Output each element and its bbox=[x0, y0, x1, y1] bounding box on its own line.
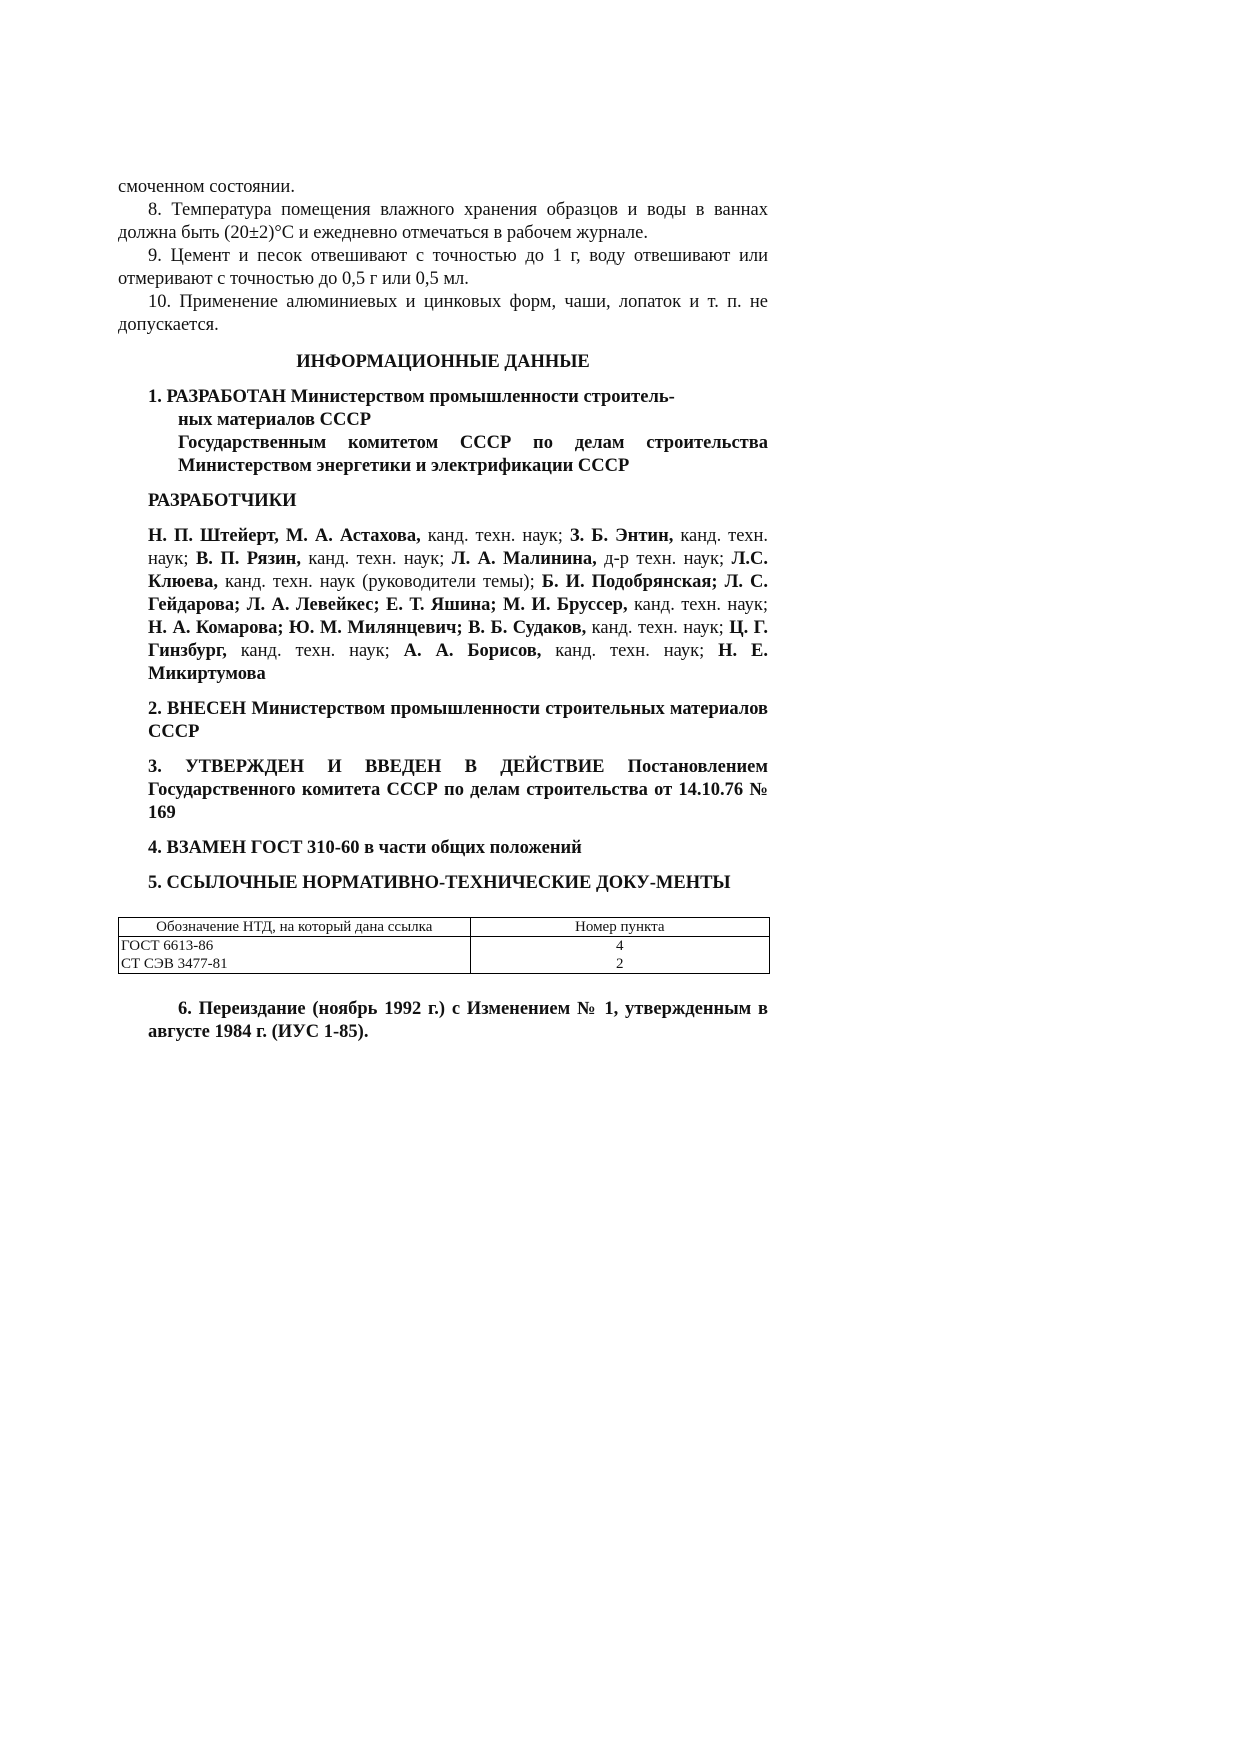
developer-title: канд. техн. наук (руководители темы); bbox=[218, 572, 542, 592]
table-cell: 4 bbox=[470, 937, 769, 956]
table-cell: СТ СЭВ 3477-81 bbox=[119, 955, 471, 974]
developer-title: канд. техн. наук; bbox=[586, 618, 730, 638]
paragraph-10: 10. Применение алюминиевых и цинковых форм, чаши, лопаток и т. п. не допускается. bbox=[118, 292, 768, 335]
developer-name: З. Б. Энтин, bbox=[569, 526, 674, 546]
references-table bbox=[118, 917, 770, 974]
paragraph-8: 8. Температура помещения влажного хранения образцов и воды в ваннах должна быть (20±2)°С и ежедневно отмечаться в рабочем журнале. bbox=[118, 200, 768, 243]
info-section bbox=[118, 386, 768, 895]
developer-name: Н. Е. Микиртумова bbox=[148, 641, 768, 684]
info-heading: ИНФОРМАЦИОННЫЕ ДАННЫЕ bbox=[296, 352, 590, 372]
item-5-references: 5. ССЫЛОЧНЫЕ НОРМАТИВНО-ТЕХНИЧЕСКИЕ ДОКУ-МЕНТЫ bbox=[148, 873, 731, 893]
developer-title: канд. техн. наук; bbox=[226, 641, 404, 661]
developer-name: Н. А. Комарова; Ю. М. Милянцевич; В. Б. Судаков, bbox=[148, 618, 587, 638]
item-1-org-2: Государственным комитетом СССР по делам строительства bbox=[178, 433, 768, 453]
developers-list bbox=[148, 525, 768, 686]
developer-name: Б. И. Подобрянская; Л. С. Гейдарова; Л. А. Левейкес; Е. Т. Яшина; М. И. Бруссер, bbox=[148, 572, 768, 615]
document-page bbox=[118, 176, 768, 1044]
item-1-line-2: ных материалов СССР bbox=[178, 410, 372, 430]
developer-title: канд. техн. наук; bbox=[420, 526, 570, 546]
paragraph-9: 9. Цемент и песок отвешивают с точностью до 1 г, воду отвешивают или отмеривают с точностью до 0,5 г или 0,5 мл. bbox=[118, 246, 768, 289]
developer-name: А. А. Борисов, bbox=[403, 641, 542, 661]
developer-name: Л.С. Клюева, bbox=[148, 549, 768, 592]
developer-title: канд. техн. наук; bbox=[300, 549, 452, 569]
item-3-approved: 3. УТВЕРЖДЕН И ВВЕДЕН В ДЕЙСТВИЕ Постановлением Государственного комитета СССР по делам строительства от 14.10.76 № 169 bbox=[148, 757, 768, 823]
item-1-line-1: 1. РАЗРАБОТАН Министерством промышленности строитель- bbox=[148, 387, 675, 407]
table-cell: ГОСТ 6613-86 bbox=[119, 937, 471, 956]
column-header: Обозначение НТД, на который дана ссылка bbox=[119, 918, 471, 937]
developer-title: канд. техн. наук; bbox=[148, 526, 769, 569]
column-header: Номер пункта bbox=[470, 918, 769, 937]
item-2-introduced-by: 2. ВНЕСЕН Министерством промышленности строительных материалов СССР bbox=[148, 699, 768, 742]
developer-title: д-р техн. наук; bbox=[596, 549, 732, 569]
table-cell: 2 bbox=[470, 955, 769, 974]
table-header-row bbox=[119, 918, 770, 937]
intro-continuation: смоченном состоянии. bbox=[118, 177, 295, 197]
item-6-reissue: 6. Переиздание (ноябрь 1992 г.) с Изменением № 1, утвержденным в августе 1984 г. (ИУС 1-85). bbox=[148, 999, 768, 1042]
developer-name: Ц. Г. Гинзбург, bbox=[148, 618, 768, 661]
table-row bbox=[119, 955, 770, 974]
developer-name: В. П. Рязин, bbox=[195, 549, 301, 569]
table-row bbox=[119, 937, 770, 956]
developers-heading: РАЗРАБОТЧИКИ bbox=[148, 491, 297, 511]
developer-title: канд. техн. наук; bbox=[627, 595, 768, 615]
developer-name: Н. П. Штейерт, М. А. Астахова, bbox=[148, 526, 421, 546]
item-1-org-3: Министерством энергетики и электрификации СССР bbox=[178, 456, 630, 476]
developer-title: канд. техн. наук; bbox=[541, 641, 719, 661]
item-4-replaces: 4. ВЗАМЕН ГОСТ 310-60 в части общих положений bbox=[148, 838, 582, 858]
item-1-developed-by bbox=[148, 386, 768, 478]
developer-name: Л. А. Малинина, bbox=[451, 549, 597, 569]
